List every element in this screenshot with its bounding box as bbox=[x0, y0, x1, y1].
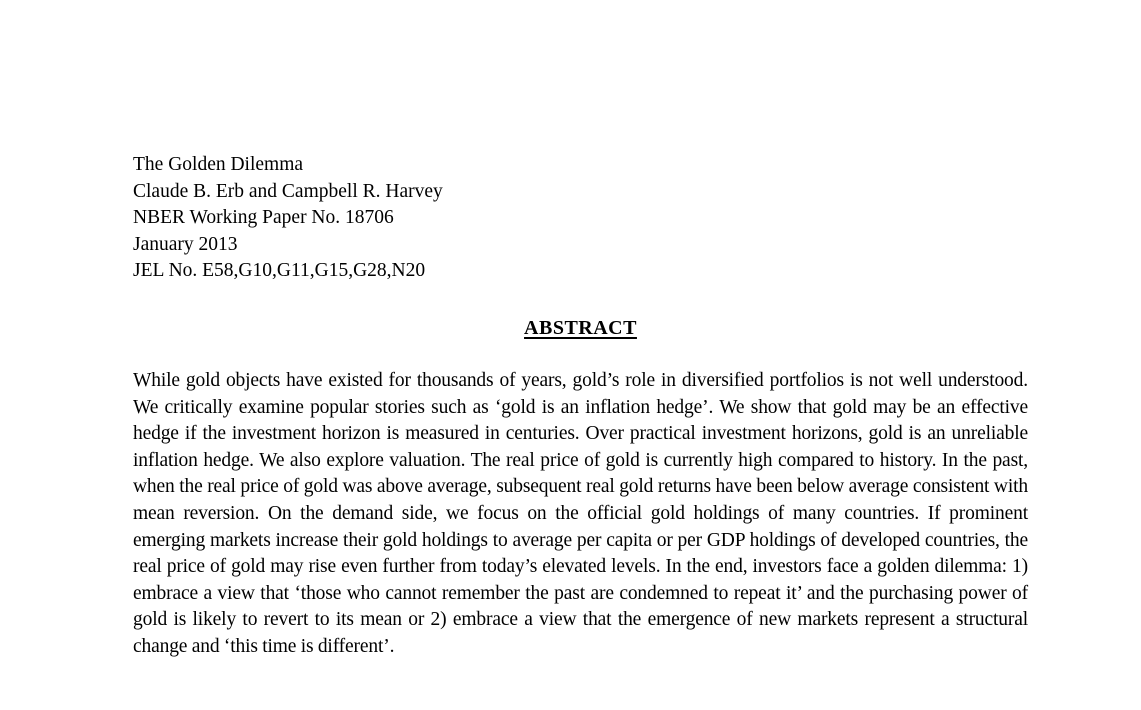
abstract-heading bbox=[133, 315, 1028, 342]
paper-working-paper-number: NBER Working Paper No. 18706 bbox=[133, 207, 394, 229]
abstract-text: While gold objects have existed for thousands of years, gold’s role in diversified portfolios is not well understood. We critically examine popular stories such as ‘gold is an inflation hedge’. We show that gold may be an effective hedge if the investment horizon is measured in centuries. Over practical investment horizons, gold is an unreliable inflation hedge. We also explore valuation. The real price of gold is currently high compared to history. In the past, when the real price of gold was above average, subsequent real gold returns have been below average consistent with mean reversion. On the demand side, we focus on the official gold holdings of many countries. If prominent emerging markets increase their gold holdings to average per capita or per GDP holdings of developed countries, the real price of gold may rise even further from today’s elevated levels. In the end, investors face a golden dilemma: 1) embrace a view that ‘those who cannot remember the past are condemned to repeat it’ and the purchasing power of gold is likely to revert to its mean or 2) embrace a view that the emergence of new markets represent a structural change and ‘this time is different’. bbox=[133, 369, 1028, 657]
paper-title: The Golden Dilemma bbox=[133, 154, 304, 175]
paper-header bbox=[133, 152, 1028, 285]
paper-authors: Claude B. Erb and Campbell R. Harvey bbox=[133, 180, 443, 202]
paper-date: January 2013 bbox=[133, 233, 238, 255]
paper-jel-codes: JEL No. E58,G10,G11,G15,G28,N20 bbox=[133, 260, 426, 282]
abstract-heading-label: ABSTRACT bbox=[524, 316, 637, 339]
